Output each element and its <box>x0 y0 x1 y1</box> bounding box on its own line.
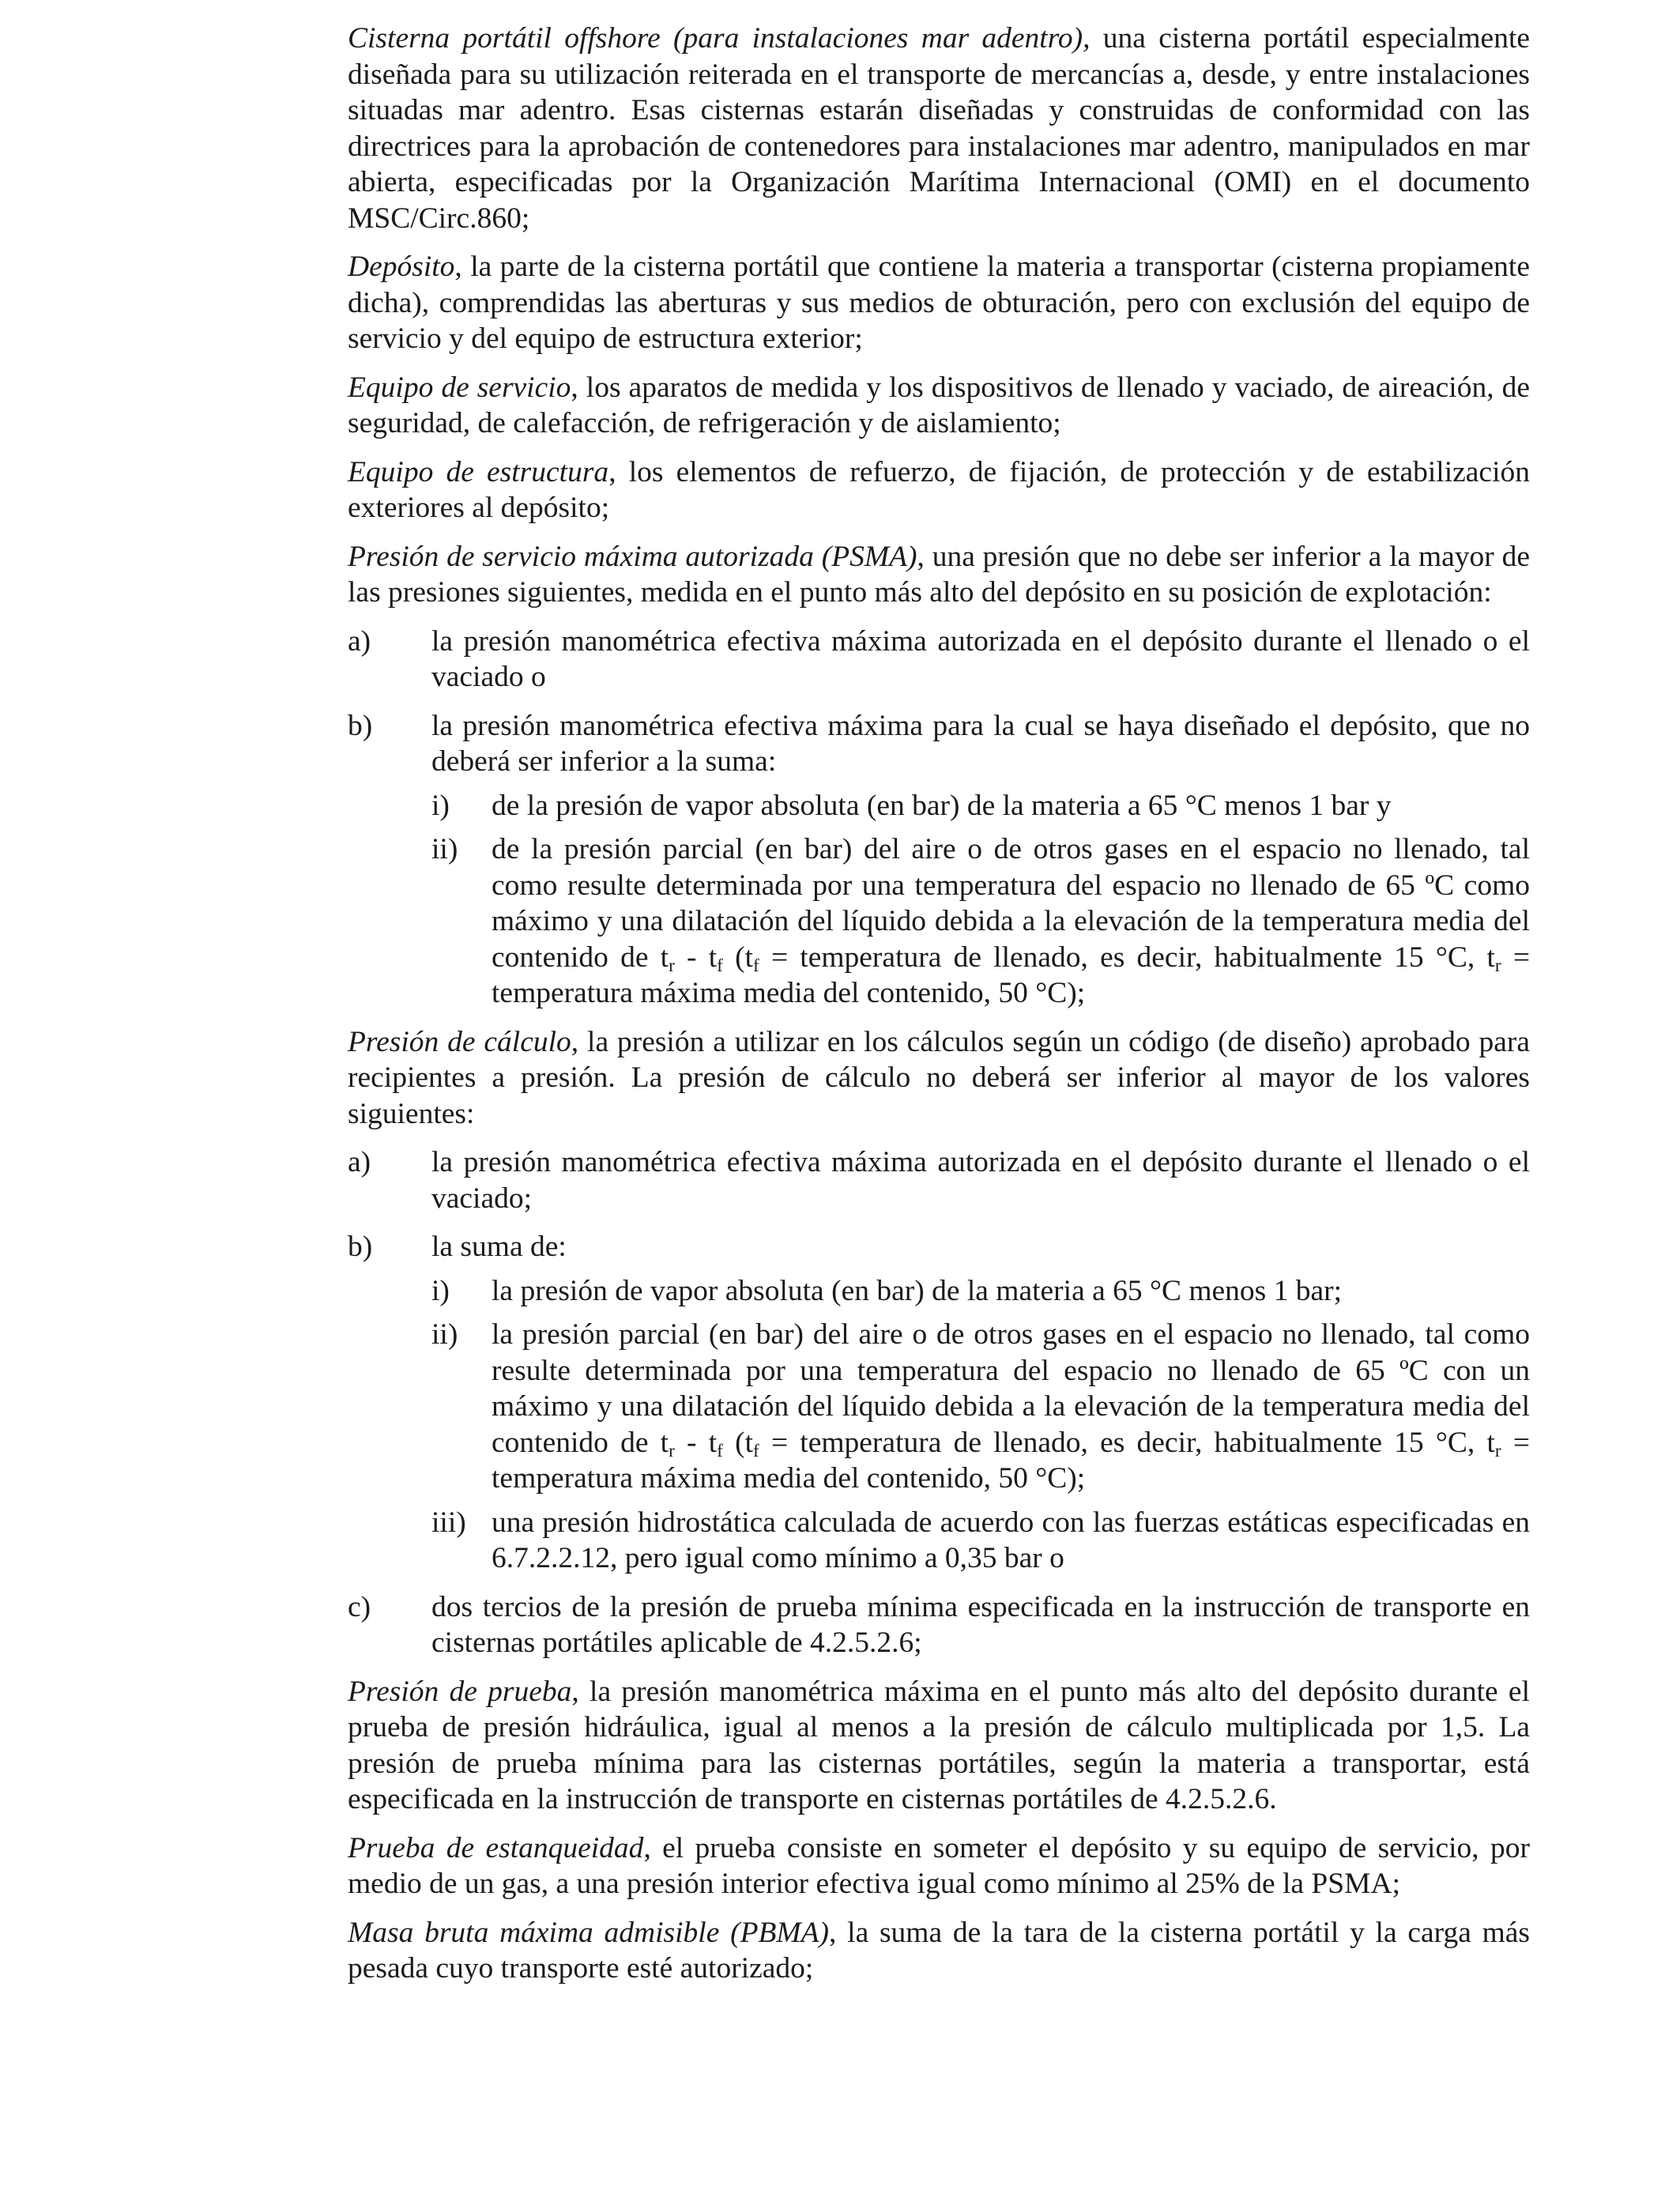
subscript-r: r <box>1494 955 1501 976</box>
definition-pbma <box>348 1915 1530 1987</box>
sublist-label: iii) <box>431 1506 466 1539</box>
subscript-f: f <box>717 955 723 976</box>
term-presion-calculo: Presión de cálculo <box>348 1025 571 1058</box>
document-page <box>348 21 1530 2000</box>
definition-presion-calculo <box>348 1024 1530 1133</box>
term-deposito: Depósito <box>348 251 455 283</box>
term-pbma: Masa bruta máxima admisible (PBMA) <box>348 1916 830 1949</box>
sublist-item-iii <box>431 1505 1530 1577</box>
subscript-f: f <box>753 955 759 976</box>
definition-presion-prueba <box>348 1674 1530 1818</box>
list-text: la suma de: <box>431 1231 567 1263</box>
subscript-r: r <box>669 955 675 976</box>
list-item-b <box>348 1229 1530 1265</box>
term-equipo-estructura: Equipo de estructura <box>348 455 609 488</box>
sublist-label: i) <box>431 1274 450 1307</box>
definition-text: , la presión a utilizar en los cálculos según un código (de diseño) aprobado para recipientes a presión. La presión de cálculo no deberá ser inferior al mayor de los valores siguientes: <box>348 1025 1530 1130</box>
text-fragment: = temperatura de llenado, es decir, habitualmente 15 °C, t <box>759 1426 1495 1459</box>
list-item-c <box>348 1589 1530 1661</box>
definition-text: , los elementos de refuerzo, de fijación, de protección y de estabilización exteriores al depósito; <box>348 455 1530 524</box>
sublist-item-i <box>431 788 1530 824</box>
sublist-text: la presión de vapor absoluta (en bar) de la materia a 65 °C menos 1 bar; <box>492 1274 1343 1307</box>
sublist-text: una presión hidrostática calculada de acuerdo con las fuerzas estáticas especificadas en 6.7.2.2.12, pero igual como mínimo a 0,35 bar o <box>492 1506 1530 1574</box>
definition-equipo-servicio <box>348 370 1530 442</box>
list-label: a) <box>348 1146 371 1178</box>
list-item-a <box>348 624 1530 696</box>
text-fragment: = temperatura de llenado, es decir, habitualmente 15 °C, t <box>759 941 1495 974</box>
text-fragment: de la presión parcial (en bar) del aire o de otros gases en el espacio no llenado, tal como resulte determinada por una temperatura del espacio no llenado de 65 ºC como máximo y una dilatación del líquido debida a la elevación de la temperatura media del contenido de t <box>492 833 1530 974</box>
sublist-text: de la presión de vapor absoluta (en bar) de la materia a 65 °C menos 1 bar y <box>492 789 1392 822</box>
definition-prueba-estanqueidad <box>348 1830 1530 1902</box>
term-prueba-estanqueidad: Prueba de estanqueidad <box>348 1831 644 1864</box>
sublist-label: ii) <box>431 833 458 865</box>
list-label: b) <box>348 1231 373 1263</box>
definition-text: , la presión manométrica máxima en el punto más alto del depósito durante el prueba de presión hidráulica, igual al menos a la presión de cálculo multiplicada por 1,5. La presión de prueba mínima para las cisternas portátiles, según la materia a transportar, está especificada en la instrucción de transporte en cisternas portátiles de 4.2.5.2.6. <box>348 1675 1530 1815</box>
sublist-label: ii) <box>431 1318 458 1351</box>
definition-deposito <box>348 249 1530 357</box>
sublist-label: i) <box>431 789 450 822</box>
symbol-t: t <box>708 1426 718 1459</box>
list-label: a) <box>348 624 371 658</box>
text-fragment: = temperatura máxima media del contenido, 50 °C); <box>492 1426 1530 1495</box>
definition-psma <box>348 539 1530 611</box>
list-item-a <box>348 1144 1530 1216</box>
symbol-t: t <box>708 941 718 974</box>
definition-text: , el prueba consiste en someter el depósito y su equipo de servicio, por medio de un gas, a una presión interior efectiva igual como mínimo al 25% de la PSMA; <box>348 1831 1530 1900</box>
minus-sign: - <box>674 941 709 974</box>
term-presion-prueba: Presión de prueba <box>348 1675 572 1708</box>
list-label: c) <box>348 1590 371 1623</box>
sublist-text <box>492 831 1530 1012</box>
text-fragment: (t <box>722 941 754 974</box>
definition-equipo-estructura <box>348 454 1530 526</box>
subscript-r: r <box>1494 1440 1501 1461</box>
text-fragment: la presión parcial (en bar) del aire o de otros gases en el espacio no llenado, tal como resulte determinada por una temperatura del espacio no llenado de 65 ºC con un máximo y una dilatación del líquido debida a la elevación de la temperatura media del contenido de t <box>492 1318 1530 1459</box>
definition-text: , la parte de la cisterna portátil que contiene la materia a transportar (cisterna propiamente dicha), comprendidas las aberturas y sus medios de obturación, pero con exclusión del equipo de servicio y del equipo de estructura exterior; <box>348 251 1530 355</box>
subscript-f: f <box>753 1440 759 1461</box>
sublist-item-ii <box>431 831 1530 1012</box>
term-offshore: Cisterna portátil offshore (para instalaciones mar adentro), <box>348 22 1090 55</box>
list-text: la presión manométrica efectiva máxima autorizada en el depósito durante el llenado o el vaciado; <box>431 1146 1530 1215</box>
sublist-item-ii <box>431 1317 1530 1497</box>
definition-offshore <box>348 21 1530 236</box>
list-item-b <box>348 708 1530 780</box>
definition-text: , una presión que no debe ser inferior a la mayor de las presiones siguientes, medida en el punto más alto del depósito en su posición de explotación: <box>348 540 1530 609</box>
definition-text: una cisterna portátil especialmente diseñada para su utilización reiterada en el transporte de mercancías a, desde, y entre instalaciones situadas mar adentro. Esas cisternas estarán diseñadas y construidas de conformidad con las directrices para la aprobación de contenedores para instalaciones mar adentro, manipulados en mar abierta, especificadas por la Organización Marítima Internacional (OMI) en el documento MSC/Circ.860; <box>348 22 1531 235</box>
subscript-f: f <box>717 1440 723 1461</box>
definition-text: , los aparatos de medida y los dispositivos de llenado y vaciado, de aireación, de seguridad, de calefacción, de refrigeración y de aislamiento; <box>348 371 1530 439</box>
definition-text: , la suma de la tara de la cisterna portátil y la carga más pesada cuyo transporte esté autorizado; <box>348 1916 1531 1985</box>
list-text: la presión manométrica efectiva máxima autorizada en el depósito durante el llenado o el vaciado o <box>431 624 1530 693</box>
text-fragment: = temperatura máxima media del contenido, 50 °C); <box>492 941 1530 1009</box>
text-fragment: (t <box>722 1426 754 1459</box>
term-equipo-servicio: Equipo de servicio <box>348 371 571 404</box>
list-label: b) <box>348 709 373 742</box>
term-psma: Presión de servicio máxima autorizada (PSMA) <box>348 540 917 573</box>
list-text: la presión manométrica efectiva máxima para la cual se haya diseñado el depósito, que no deberá ser inferior a la suma: <box>431 709 1530 778</box>
sublist-item-i <box>431 1273 1530 1310</box>
list-text: dos tercios de la presión de prueba mínima especificada en la instrucción de transporte en cisternas portátiles aplicable de 4.2.5.2.6; <box>431 1590 1530 1659</box>
minus-sign: - <box>674 1426 709 1459</box>
sublist-text <box>492 1317 1530 1497</box>
subscript-r: r <box>669 1440 675 1461</box>
